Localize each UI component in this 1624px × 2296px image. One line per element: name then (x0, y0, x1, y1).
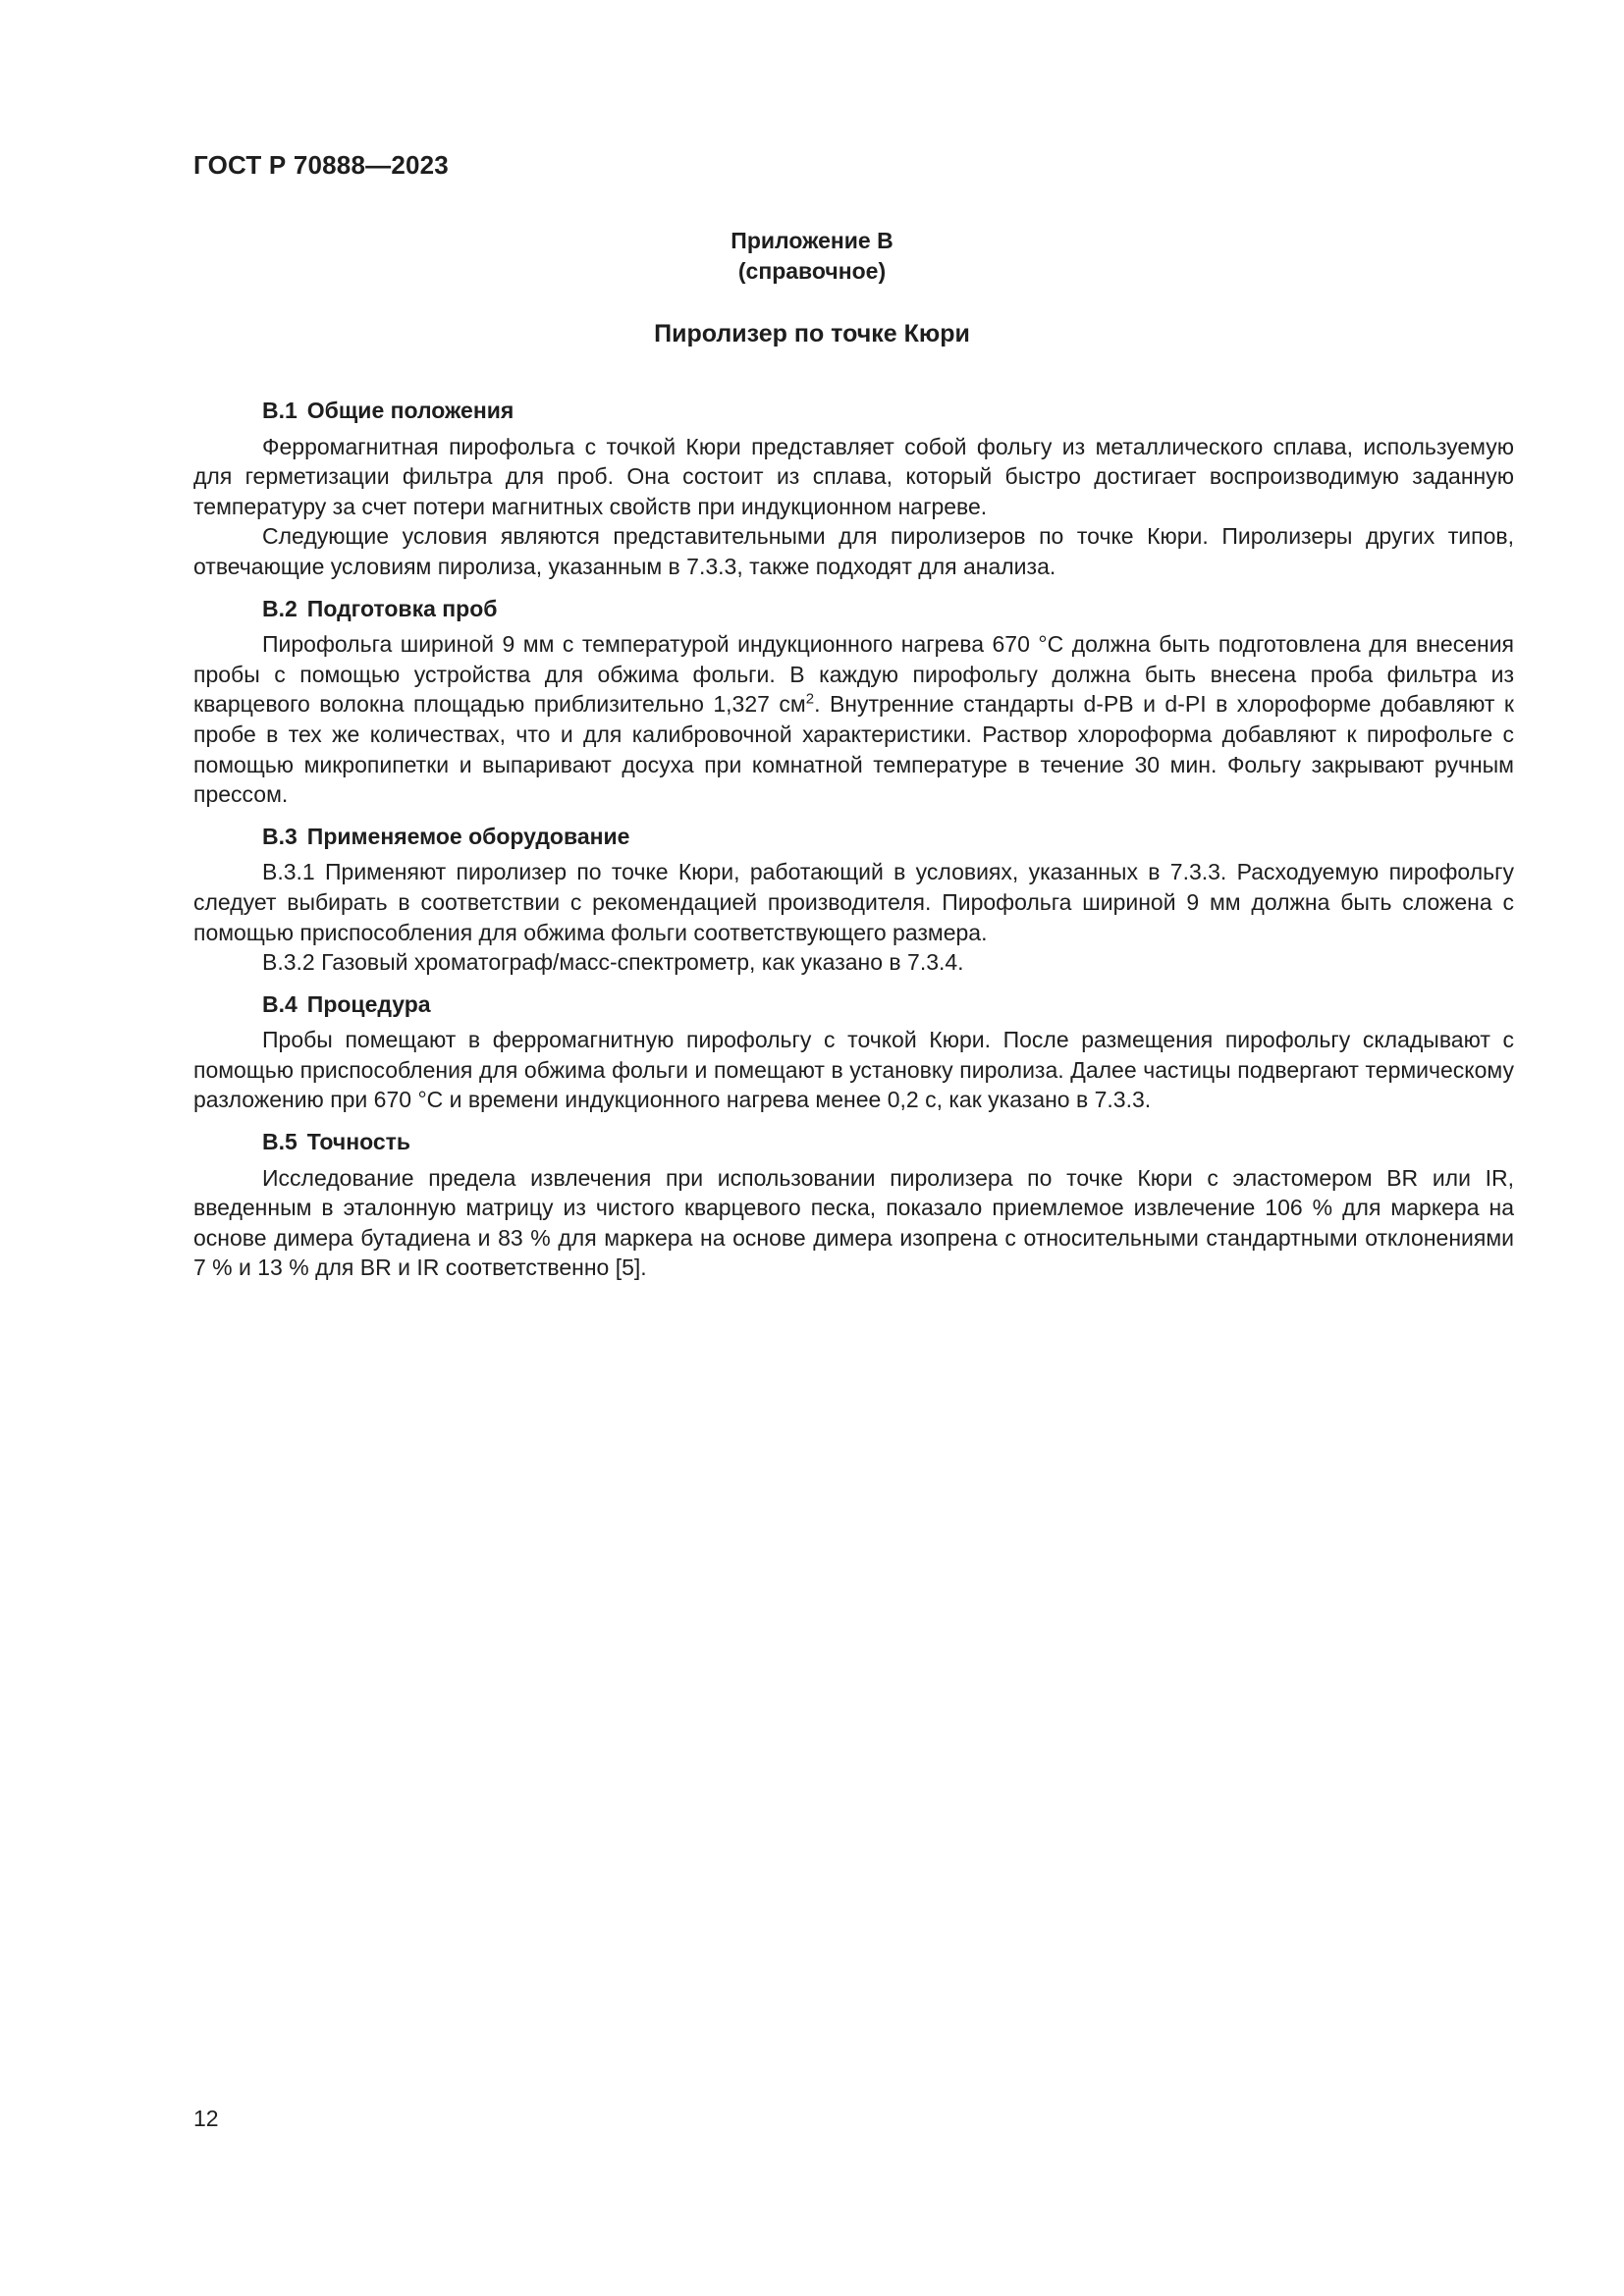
superscript: 2 (805, 690, 815, 708)
paragraph: Ферромагнитная пирофольга с точкой Кюри представляет собой фольгу из металлического сплава, используемую для герметизации фильтра для проб. Она состоит из сплава, который быстро достигает воспроизводимую заданную температуру за счет потери магнитных свойств при индукционном нагреве. (193, 433, 1514, 519)
section-b4 (193, 989, 1514, 1115)
section-heading (193, 594, 1514, 624)
section-title: Применяемое оборудование (306, 823, 630, 849)
paragraph-text: Пирофольга шириной 9 мм с температурой индукционного нагрева 670 °С должна быть подготовлена для внесения пробы с помощью устройства для обжима фольги. В каждую пирофольгу должна быть внесена проба фильтра из кварцевого волокна площадью приблизительно 1,327 см (193, 631, 1514, 718)
section-number: В.1 (262, 398, 298, 423)
annex-heading (0, 226, 1624, 287)
section-b5 (193, 1127, 1514, 1283)
section-b2 (193, 594, 1514, 810)
section-b3 (193, 822, 1514, 978)
paragraph: В.3.1 Применяют пиролизер по точке Кюри, работающий в условиях, указанных в 7.3.3. Расходуемую пирофольгу следует выбирать в соответствии с рекомендацией производителя. Пирофольга шириной 9 мм должна быть сложена с помощью приспособления для обжима фольги соответствующего размера. (193, 859, 1514, 945)
section-title: Точность (306, 1129, 411, 1155)
annex-status: (справочное) (737, 258, 887, 284)
paragraph: Следующие условия являются представительными для пиролизеров по точке Кюри. Пиролизеры других типов, отвечающие условиям пиролиза, указанным в 7.3.3, также подходят для анализа. (193, 523, 1514, 579)
section-b1 (193, 396, 1514, 582)
section-heading (193, 989, 1514, 1020)
section-number: В.2 (262, 595, 298, 621)
paragraph: В.3.2 Газовый хроматограф/масс-спектрометр, как указано в 7.3.4. (262, 949, 964, 976)
section-number: В.4 (262, 990, 298, 1017)
paragraph: Пробы помещают в ферромагнитную пирофольгу с точкой Кюри. После размещения пирофольгу складывают с помощью приспособления для обжима фольги и помещают в установку пиролиза. Далее частицы подвергают термическому разложению при 670 °С и времени индукционного нагрева менее 0,2 с, как указано в 7.3.3. (193, 1027, 1514, 1113)
section-number: В.5 (262, 1129, 298, 1155)
document-body (193, 396, 1514, 1295)
section-title: Подготовка проб (306, 595, 498, 621)
annex-title: Пиролизер по точке Кюри (654, 320, 970, 347)
section-heading (193, 822, 1514, 852)
section-title: Процедура (306, 990, 431, 1017)
page-number: 12 (193, 2106, 219, 2131)
paragraph-text: . Внутренние стандарты d-PB и d-PI в хлороформе добавляют к пробе в тех же количествах, что и для калибровочной характеристики. Раствор хлороформа добавляют к пирофольге с помощью микропипетки и выпаривают досуха при комнатной температуре в течение 30 мин. Фольгу закрывают ручным прессом. (193, 691, 1514, 808)
document-code: ГОСТ Р 70888—2023 (193, 150, 449, 180)
section-number: В.3 (262, 823, 298, 849)
paragraph: Исследование предела извлечения при использовании пиролизера по точке Кюри с эластомером BR или IR, введенным в эталонную матрицу из чистого кварцевого песка, показало приемлемое извлечение 106 % для маркера на основе димера бутадиена и 83 % для маркера на основе димера изопрена с относительными стандартными отклонениями 7 % и 13 % для BR и IR соответственно [5]. (193, 1164, 1514, 1281)
annex-label: Приложение В (731, 228, 893, 253)
section-heading (193, 1127, 1514, 1157)
section-heading (193, 396, 1514, 426)
paragraph (193, 629, 1514, 810)
section-title: Общие положения (306, 398, 514, 423)
